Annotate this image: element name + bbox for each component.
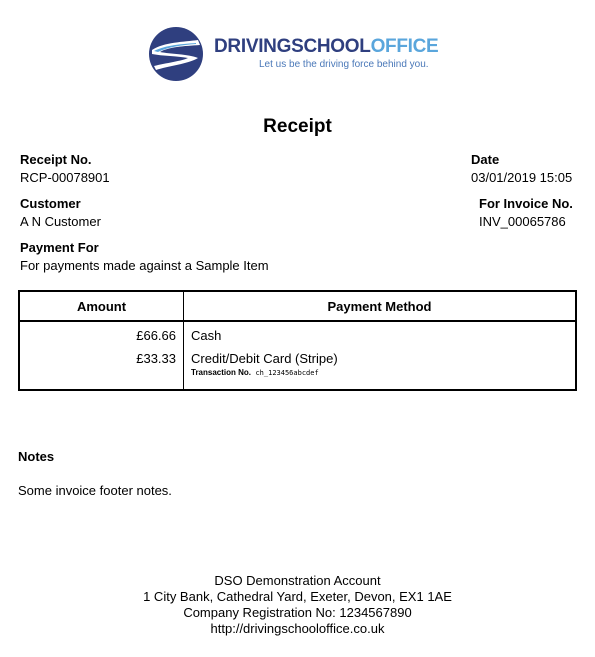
- payment-method: Credit/Debit Card (Stripe): [191, 351, 338, 366]
- payment-method: Cash: [184, 321, 577, 351]
- company-footer: [0, 573, 595, 637]
- method-column-header: Payment Method: [184, 291, 577, 321]
- payment-for-value: For payments made against a Sample Item: [20, 258, 269, 273]
- payment-method-cell: [184, 351, 577, 390]
- page-title: Receipt: [263, 116, 332, 137]
- invoice-no-label: For Invoice No.: [479, 196, 573, 211]
- payment-for-label: Payment For: [20, 240, 99, 255]
- brand-tagline: Let us be the driving force behind you.: [259, 59, 429, 70]
- footer-company-name: DSO Demonstration Account: [214, 573, 381, 588]
- customer-label: Customer: [20, 196, 81, 211]
- invoice-no-value: INV_00065786: [479, 214, 566, 229]
- payments-table: [18, 290, 577, 391]
- payment-amount: £33.33: [19, 351, 184, 390]
- table-row: [19, 351, 576, 390]
- transaction-label: Transaction No.: [191, 368, 252, 377]
- amount-column-header: Amount: [19, 291, 184, 321]
- footer-address: 1 City Bank, Cathedral Yard, Exeter, Devon, EX1 1AE: [143, 589, 452, 604]
- road-logo-icon: [148, 26, 204, 82]
- footer-website-link[interactable]: http://drivingschooloffice.co.uk: [210, 621, 385, 636]
- footer-registration: Company Registration No: 1234567890: [183, 605, 412, 620]
- brand-name: DRIVINGSCHOOLOFFICE: [214, 36, 439, 57]
- table-row: [19, 321, 576, 351]
- transaction-number: [191, 368, 575, 377]
- date-label: Date: [471, 152, 500, 167]
- notes-text: Some invoice footer notes.: [18, 483, 172, 498]
- notes-label: Notes: [18, 449, 55, 464]
- receipt-no-label: Receipt No.: [20, 152, 92, 167]
- receipt-no-value: RCP-00078901: [20, 170, 110, 185]
- payment-amount: £66.66: [19, 321, 184, 351]
- company-logo: [148, 26, 438, 86]
- date-value: 03/01/2019 15:05: [471, 170, 573, 185]
- customer-value: A N Customer: [20, 214, 101, 229]
- transaction-value: ch_123456abcdef: [255, 369, 319, 377]
- table-header-row: [19, 291, 576, 321]
